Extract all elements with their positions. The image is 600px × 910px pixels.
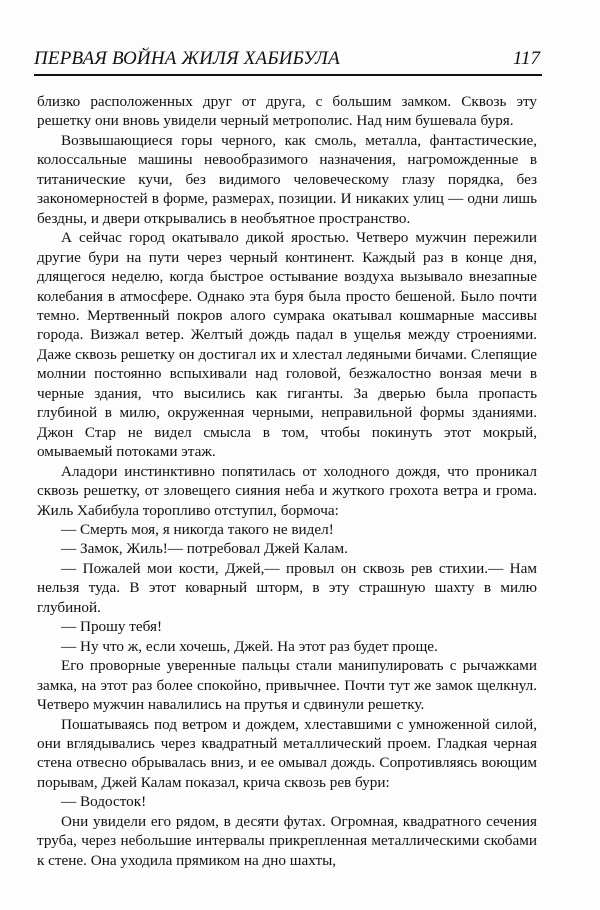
paragraph: Пошатываясь под ветром и дождем, хлеставшими с умноженной силой, они вглядывались через квадратный металлический проем. Гладкая черная стена отвесно обрывалась вниз, и ее омывал дождь. Сопротивляясь воющим порывам, Джей Калам показал, крича сквозь рев бури: <box>37 715 537 791</box>
paragraph: близко расположенных друг от друга, с большим замком. Сквозь эту решетку они вновь увидели черный метрополис. Над ним бушевала буря. <box>37 93 537 130</box>
body-text <box>37 92 537 870</box>
paragraph: Они увидели его рядом, в десяти футах. Огромная, квадратного сечения труба, через небольшие интервалы прикрепленная металлическими скобами к стене. Она уходила прямиком на дно шахты, <box>37 812 537 869</box>
paragraph: Его проворные уверенные пальцы стали манипулировать с рычажками замка, на этот раз более спокойно, привычнее. Почти тут же замок щелкнул. Четверо мужчин навалились на прутья и сдвинули решетку. <box>37 657 537 714</box>
page-number: 117 <box>512 48 540 69</box>
dialogue-line: — Прошу тебя! <box>61 618 162 636</box>
paragraph: Возвышающиеся горы черного, как смоль, металла, фантастические, колоссальные машины невообразимого назначения, нагроможденные в титанические кучи, без видимого человеческому глазу порядка, без закономерностей в форме, размерах, позиции. И никаких улиц — одни лишь бездны, и двери открывались в необъятное пространство. <box>37 131 537 227</box>
dialogue-line: — Ну что ж, если хочешь, Джей. На этот раз будет проще. <box>61 637 438 655</box>
dialogue-line: — Пожалей мои кости, Джей,— провыл он сквозь рев стихии.— Нам нельзя туда. В этот коварный шторм, в эту страшную шахту в милю глубиной. <box>37 559 537 616</box>
running-header <box>34 44 542 76</box>
chapter-title: ПЕРВАЯ ВОЙНА ЖИЛЯ ХАБИБУЛА <box>34 48 340 69</box>
paragraph: Аладори инстинктивно попятилась от холодного дождя, что проникал сквозь решетку, от зловещего сияния неба и жуткого грохота ветра и грома. Жиль Хабибула торопливо отступил, бормоча: <box>37 462 537 519</box>
dialogue-line: — Смерть моя, я никогда такого не видел! <box>61 520 334 538</box>
paragraph: А сейчас город окатывало дикой яростью. Четверо мужчин пережили другие бури на пути через черный континент. Каждый раз в конце дня, длящегося неделю, когда быстрое остывание воздуха вызывало внезапные колебания в атмосфере. Однако эта буря была просто бешеной. Было почти темно. Мертвенный покров алого сумрака окатывал кошмарные массивы города. Визжал ветер. Желтый дождь падал в ущелья между строениями. Даже сквозь решетку он достигал их и хлестал ледяными бичами. Слепящие молнии постоянно вспыхивали над головой, безжалостно вонзая мечи в черные здания, что высились как гиганты. За дверью была пропасть глубиной в милю, окруженная черными, неправильной формы зданиями. Джон Стар не видел смысла в том, чтобы покинуть этот мокрый, омываемый потоками этаж. <box>37 229 537 461</box>
dialogue-line: — Замок, Жиль!— потребовал Джей Калам. <box>61 540 348 558</box>
dialogue-line: — Водосток! <box>61 793 147 811</box>
